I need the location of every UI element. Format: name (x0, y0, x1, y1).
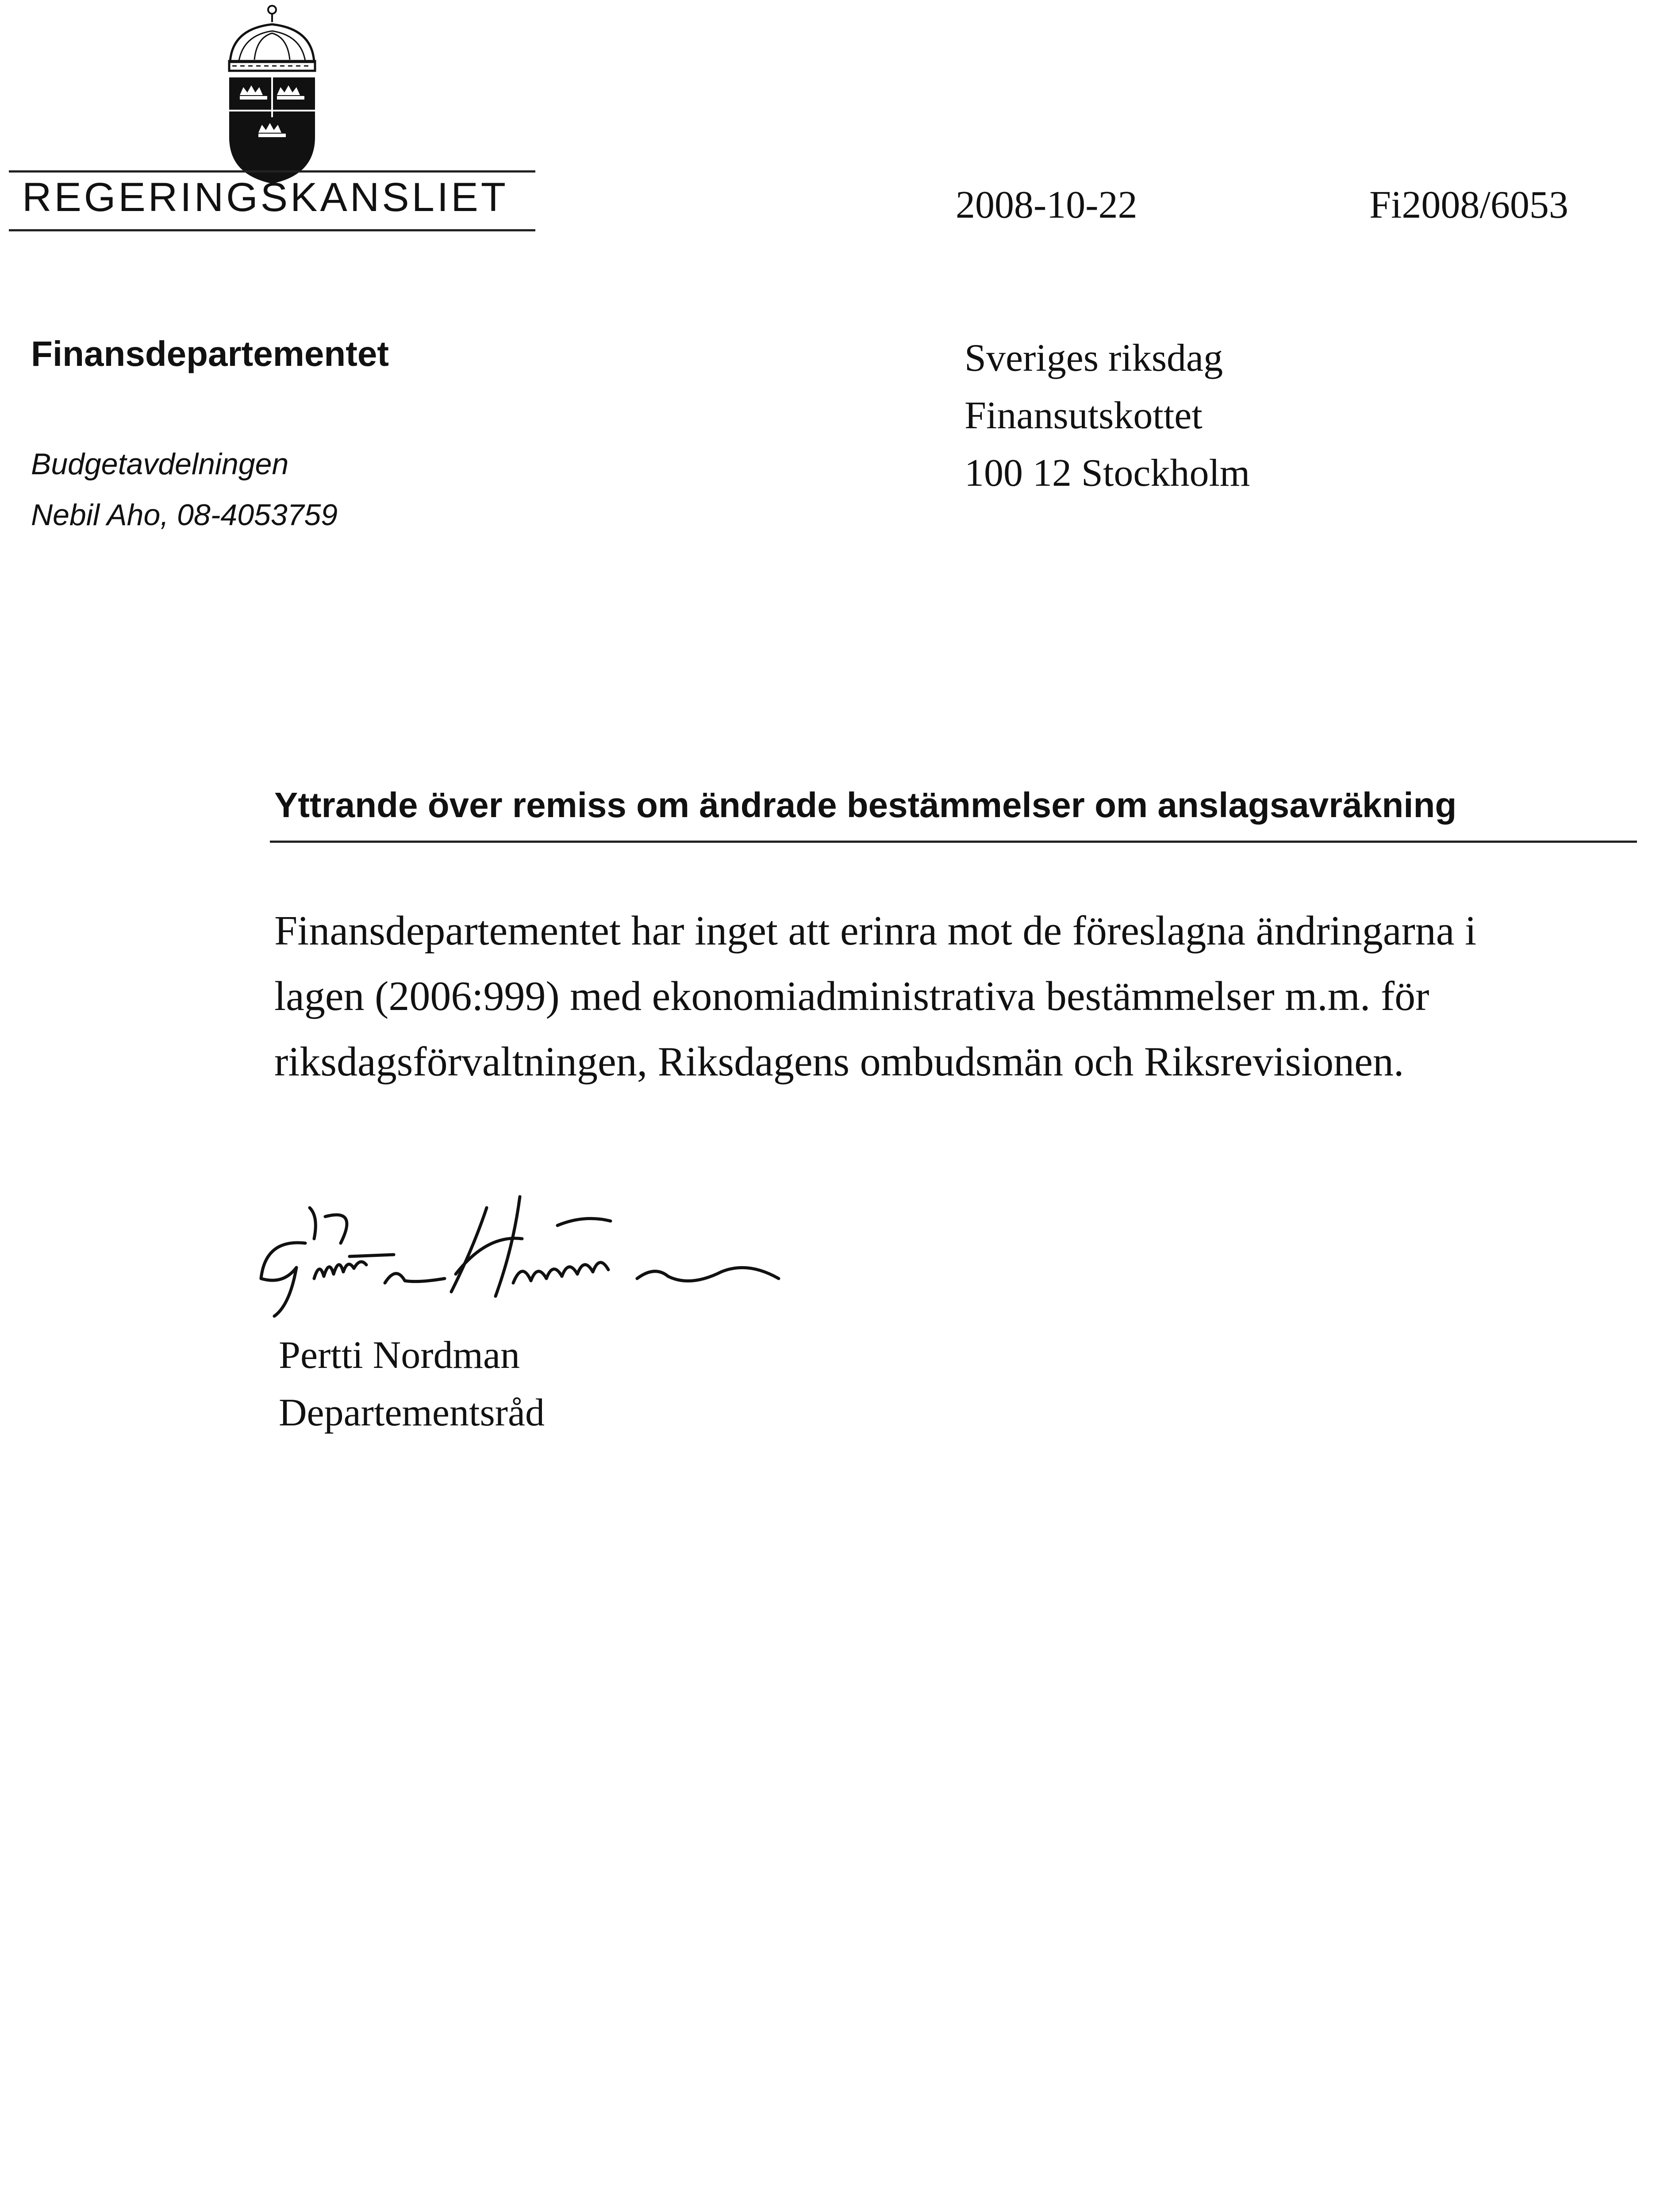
signer-name: Pertti Nordman (279, 1334, 520, 1377)
subject-underline (270, 841, 1637, 843)
recipient-line: 100 12 Stockholm (964, 452, 1250, 495)
document-reference: Fi2008/6053 (1369, 184, 1568, 227)
recipient-line: Sveriges riksdag (964, 337, 1223, 380)
sender-unit: Budgetavdelningen (31, 447, 289, 481)
body-line: Finansdepartementet har inget att erinra mot de föreslagna ändringarna i (274, 908, 1477, 954)
handwritten-signature (248, 1190, 801, 1318)
body-line: riksdagsförvaltningen, Riksdagens ombudsmän och Riksrevisionen. (274, 1039, 1404, 1085)
subject-heading: Yttrande över remiss om ändrade bestämmelser om anslagsavräkning (274, 785, 1457, 825)
coat-of-arms-logo (212, 4, 332, 186)
sender-contact: Nebil Aho, 08-4053759 (31, 498, 338, 532)
body-paragraph (274, 898, 1624, 1094)
signer-title: Departementsråd (279, 1391, 545, 1434)
header-rule-top (9, 170, 535, 173)
organization-name: REGERINGSKANSLIET (22, 175, 508, 220)
body-line: lagen (2006:999) med ekonomiadministrativa bestämmelser m.m. för (274, 973, 1429, 1019)
sender-department: Finansdepartementet (31, 334, 389, 373)
header-rule-bottom (9, 229, 535, 231)
document-date: 2008-10-22 (956, 184, 1137, 227)
recipient-address (964, 330, 1250, 502)
recipient-line: Finansutskottet (964, 394, 1203, 437)
